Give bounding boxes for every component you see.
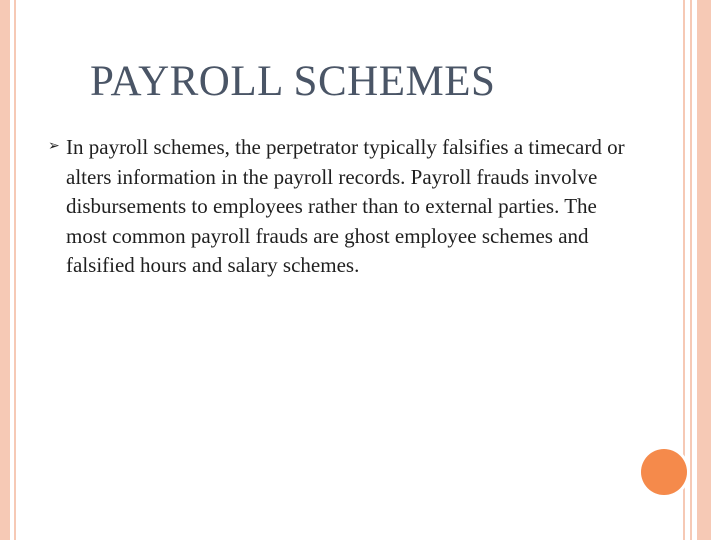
left-decorative-band xyxy=(0,0,10,540)
right-decorative-band xyxy=(697,0,711,540)
left-decorative-line xyxy=(14,0,16,540)
bullet-item xyxy=(48,133,628,281)
bullet-text: In payroll schemes, the perpetrator typically falsifies a timecard or alters information in the payroll records. Payroll frauds involve disbursements to employees rather than to external parties. The most common payroll frauds are ghost employee schemes and falsified hours and salary schemes. xyxy=(66,135,625,277)
right-white-edge xyxy=(711,0,720,540)
arrowhead-bullet-icon: ➢ xyxy=(48,138,60,154)
slide-title: PAYROLL SCHEMES xyxy=(90,58,496,105)
right-decorative-line-middle xyxy=(690,0,692,540)
orange-circle-decoration xyxy=(641,449,687,495)
